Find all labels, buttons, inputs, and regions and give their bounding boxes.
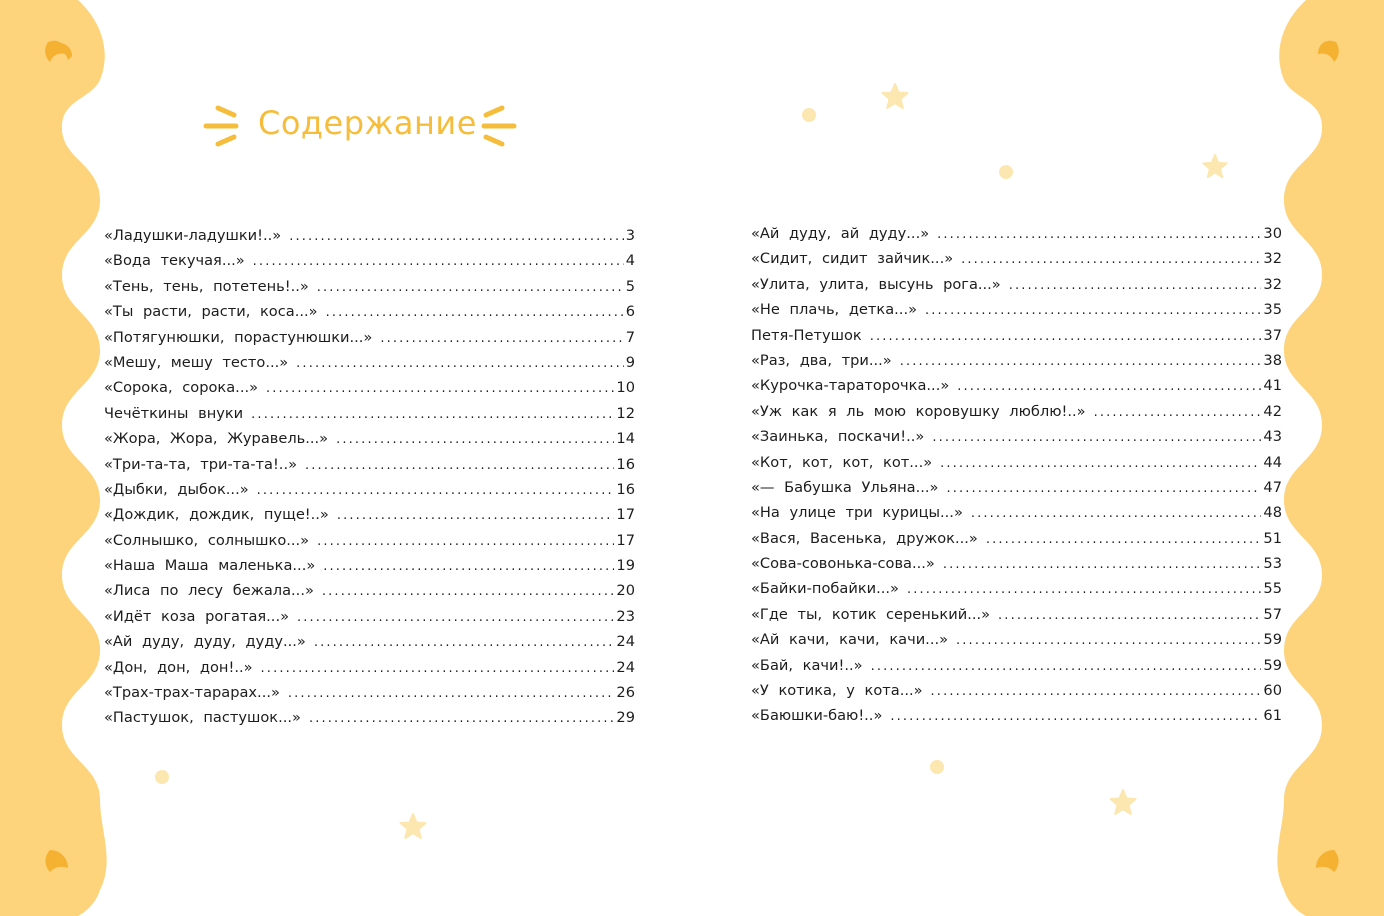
dot-decoration (997, 163, 1015, 181)
toc-entry-page: 17 (616, 506, 635, 524)
toc-entry[interactable] (751, 272, 1282, 297)
star-icon (398, 812, 428, 842)
toc-entry-page: 6 (625, 303, 635, 321)
dot-leader (309, 706, 614, 731)
toc-entry-title: «Ладушки-ладушки!..» (104, 227, 282, 244)
toc-entry[interactable] (104, 578, 635, 603)
toc-entry[interactable] (751, 373, 1282, 398)
toc-entry[interactable] (104, 629, 635, 654)
dot-leader (257, 478, 615, 503)
toc-entry[interactable] (751, 450, 1282, 475)
toc-entry[interactable] (104, 401, 635, 426)
dot-leader (907, 577, 1261, 602)
dot-leader (336, 427, 614, 452)
toc-entry-title: «У котика, у кота...» (751, 682, 923, 700)
toc-entry[interactable] (104, 680, 635, 705)
toc-entry[interactable] (751, 297, 1282, 322)
dot-leader (297, 605, 614, 630)
dot-leader (380, 326, 623, 351)
toc-entry-title: «Байки-побайки...» (751, 580, 899, 598)
toc-entry-title: «Идёт коза рогатая...» (104, 607, 290, 625)
toc-entry[interactable] (751, 323, 1282, 348)
toc-entry[interactable] (104, 325, 635, 350)
toc-entry-title: «Вася, Васенька, дружок...» (751, 529, 978, 547)
toc-entry-title: «Курочка-тараторочка...» (751, 377, 950, 395)
toc-entry-title: «Раз, два, три...» (751, 351, 892, 369)
toc-entry[interactable] (104, 604, 635, 629)
dot-leader (261, 656, 615, 681)
toc-entry-page: 59 (1263, 656, 1282, 674)
toc-entry-title: «Дон, дон, дон!..» (104, 658, 253, 676)
toc-entry-page: 20 (616, 582, 635, 600)
toc-entry[interactable] (751, 653, 1282, 678)
toc-entry-title: «Пастушок, пастушок...» (104, 709, 301, 727)
toc-entry[interactable] (104, 248, 635, 273)
dot-leader (946, 476, 1261, 501)
toc-entry[interactable] (751, 475, 1282, 500)
toc-entry[interactable] (104, 350, 635, 375)
toc-entry-title: «Ай дуду, дуду, дуду...» (104, 633, 306, 651)
toc-entry-page: 19 (616, 557, 635, 575)
dot-leader (870, 324, 1262, 349)
dot-leader (931, 679, 1262, 704)
toc-entry-page: 41 (1263, 377, 1282, 395)
toc-entry-page: 4 (625, 252, 635, 270)
toc-entry-page: 44 (1263, 453, 1282, 471)
toc-entry[interactable] (751, 348, 1282, 373)
dot-leader (998, 603, 1261, 628)
toc-entry[interactable] (104, 528, 635, 553)
toc-entry-page: 12 (616, 404, 635, 422)
toc-right-column (751, 221, 1282, 729)
toc-entry[interactable] (751, 627, 1282, 652)
toc-entry[interactable] (104, 553, 635, 578)
toc-entry-page: 24 (616, 658, 635, 676)
toc-entry-page: 24 (616, 633, 635, 651)
toc-entry[interactable] (104, 375, 635, 400)
toc-entry-page: 29 (616, 709, 635, 727)
toc-entry-page: 37 (1263, 326, 1282, 344)
toc-entry[interactable] (751, 602, 1282, 627)
toc-entry-title: «Три-та-та, три-та-та!..» (104, 455, 298, 473)
toc-entry-page: 59 (1263, 631, 1282, 649)
toc-entry-title: «Солнышко, солнышко...» (104, 531, 310, 549)
toc-entry-page: 53 (1263, 555, 1282, 573)
dot-leader (957, 374, 1261, 399)
star-icon (1108, 788, 1138, 818)
dot-leader (932, 425, 1261, 450)
dot-leader (940, 451, 1261, 476)
toc-entry[interactable] (751, 703, 1282, 728)
toc-entry-page: 16 (616, 455, 635, 473)
dot-leader (289, 224, 624, 249)
toc-entry[interactable] (104, 502, 635, 527)
dot-decoration (153, 768, 171, 786)
toc-entry-title: «Лиса по лесу бежала...» (104, 582, 314, 600)
toc-entry[interactable] (751, 526, 1282, 551)
dot-leader (961, 247, 1261, 272)
dot-leader (305, 453, 614, 478)
dot-leader (326, 300, 624, 325)
toc-entry-page: 7 (625, 328, 635, 346)
dot-leader (314, 630, 615, 655)
toc-entry[interactable] (104, 477, 635, 502)
toc-entry-page: 57 (1263, 605, 1282, 623)
toc-entry-title: «Потягунюшки, порастунюшки...» (104, 328, 373, 346)
toc-entry-page: 23 (616, 607, 635, 625)
toc-entry-page: 38 (1263, 351, 1282, 369)
toc-entry-title: «Мешу, мешу тесто...» (104, 353, 289, 371)
toc-entry-title: «— Бабушка Ульяна...» (751, 478, 939, 496)
left-rays-icon (200, 98, 244, 158)
toc-entry-page: 35 (1263, 301, 1282, 319)
toc-entry[interactable] (751, 500, 1282, 525)
toc-entry-page: 26 (616, 684, 635, 702)
toc-entry-page: 32 (1263, 250, 1282, 268)
toc-entry-title: Петя-Петушок (751, 326, 862, 344)
toc-entry-title: «Бай, качи!..» (751, 656, 863, 674)
dot-leader (288, 681, 615, 706)
toc-entry[interactable] (104, 223, 635, 248)
dot-leader (296, 351, 624, 376)
dot-leader (266, 376, 614, 401)
toc-entry-title: Чечёткины внуки (104, 404, 244, 422)
toc-entry-page: 3 (625, 227, 635, 244)
toc-entry[interactable] (104, 299, 635, 324)
toc-entry-title: «Трах-трах-тарарах...» (104, 684, 280, 702)
dot-leader (317, 529, 614, 554)
dot-leader (986, 527, 1262, 552)
dot-decoration (928, 758, 946, 776)
dot-leader (890, 704, 1261, 729)
title-block (200, 98, 520, 158)
toc-entry-page: 47 (1263, 478, 1282, 496)
toc-entry-title: «Дыбки, дыбок...» (104, 480, 249, 498)
toc-entry-title: «Ты расти, расти, коса...» (104, 303, 318, 321)
toc-entry-page: 42 (1263, 402, 1282, 420)
toc-entry-page: 43 (1263, 428, 1282, 446)
dot-leader (322, 579, 615, 604)
toc-entry-page: 14 (616, 430, 635, 448)
dot-leader (337, 503, 615, 528)
dot-leader (937, 222, 1261, 247)
toc-entry-title: «На улице три курицы...» (751, 504, 963, 522)
toc-entry[interactable] (751, 551, 1282, 576)
dot-decoration (800, 106, 818, 124)
toc-entry-title: «Ай дуду, ай дуду...» (751, 225, 930, 242)
dot-leader (900, 349, 1262, 374)
toc-entry-page: 10 (616, 379, 635, 397)
toc-entry-title: «Сова-совонька-сова...» (751, 555, 935, 573)
dot-leader (251, 402, 614, 427)
toc-entry-title: «Тень, тень, потетень!..» (104, 277, 309, 295)
toc-entry-title: «Улита, улита, высунь рога...» (751, 275, 1001, 293)
toc-entry[interactable] (751, 221, 1282, 246)
toc-entry-page: 60 (1263, 682, 1282, 700)
toc-entry-title: «Ай качи, качи, качи...» (751, 631, 949, 649)
toc-entry-page: 55 (1263, 580, 1282, 598)
dot-leader (925, 298, 1261, 323)
page-title: Содержание (258, 104, 477, 142)
star-icon (880, 82, 910, 112)
toc-entry[interactable] (751, 678, 1282, 703)
toc-entry-page: 5 (625, 277, 635, 295)
right-wavy-border (1264, 0, 1384, 916)
toc-entry-title: «Вода текучая...» (104, 252, 245, 270)
dot-leader (323, 554, 614, 579)
toc-entry-page: 17 (616, 531, 635, 549)
toc-entry[interactable] (751, 576, 1282, 601)
dot-leader (956, 628, 1261, 653)
dot-leader (1009, 273, 1262, 298)
right-rays-icon (476, 98, 520, 158)
toc-entry-title: «Где ты, котик серенький...» (751, 605, 991, 623)
toc-entry-title: «Не плачь, детка...» (751, 301, 918, 319)
toc-entry[interactable] (751, 246, 1282, 271)
dot-leader (971, 501, 1262, 526)
toc-entry-page: 9 (625, 353, 635, 371)
toc-entry-page: 16 (616, 480, 635, 498)
dot-leader (253, 249, 624, 274)
toc-left-column (104, 223, 635, 731)
toc-entry-title: «Баюшки-баю!..» (751, 707, 883, 725)
toc-entry[interactable] (104, 452, 635, 477)
toc-entry[interactable] (104, 655, 635, 680)
toc-entry-title: «Кот, кот, кот, кот...» (751, 453, 933, 471)
toc-entry-page: 48 (1263, 504, 1282, 522)
toc-entry-title: «Сорока, сорока...» (104, 379, 259, 397)
dot-leader (943, 552, 1262, 577)
toc-entry-page: 32 (1263, 275, 1282, 293)
toc-entry-title: «Наша Маша маленька...» (104, 557, 316, 575)
toc-entry-page: 61 (1263, 707, 1282, 725)
toc-entry[interactable] (751, 424, 1282, 449)
toc-entry-page: 30 (1263, 225, 1282, 242)
toc-entry-title: «Уж как я ль мою коровушку люблю!..» (751, 402, 1086, 420)
star-icon (1201, 153, 1229, 181)
dot-leader (1094, 400, 1262, 425)
toc-entry[interactable] (751, 399, 1282, 424)
left-wavy-border (0, 0, 120, 916)
toc-entry-title: «Заинька, поскачи!..» (751, 428, 925, 446)
toc-entry-page: 51 (1263, 529, 1282, 547)
toc-entry-title: «Дождик, дождик, пуще!..» (104, 506, 329, 524)
toc-entry-title: «Жора, Жора, Журавель...» (104, 430, 329, 448)
dot-leader (317, 275, 624, 300)
toc-entry[interactable] (104, 705, 635, 730)
toc-entry-title: «Сидит, сидит зайчик...» (751, 250, 954, 268)
toc-entry[interactable] (104, 274, 635, 299)
dot-leader (871, 654, 1262, 679)
toc-entry[interactable] (104, 426, 635, 451)
